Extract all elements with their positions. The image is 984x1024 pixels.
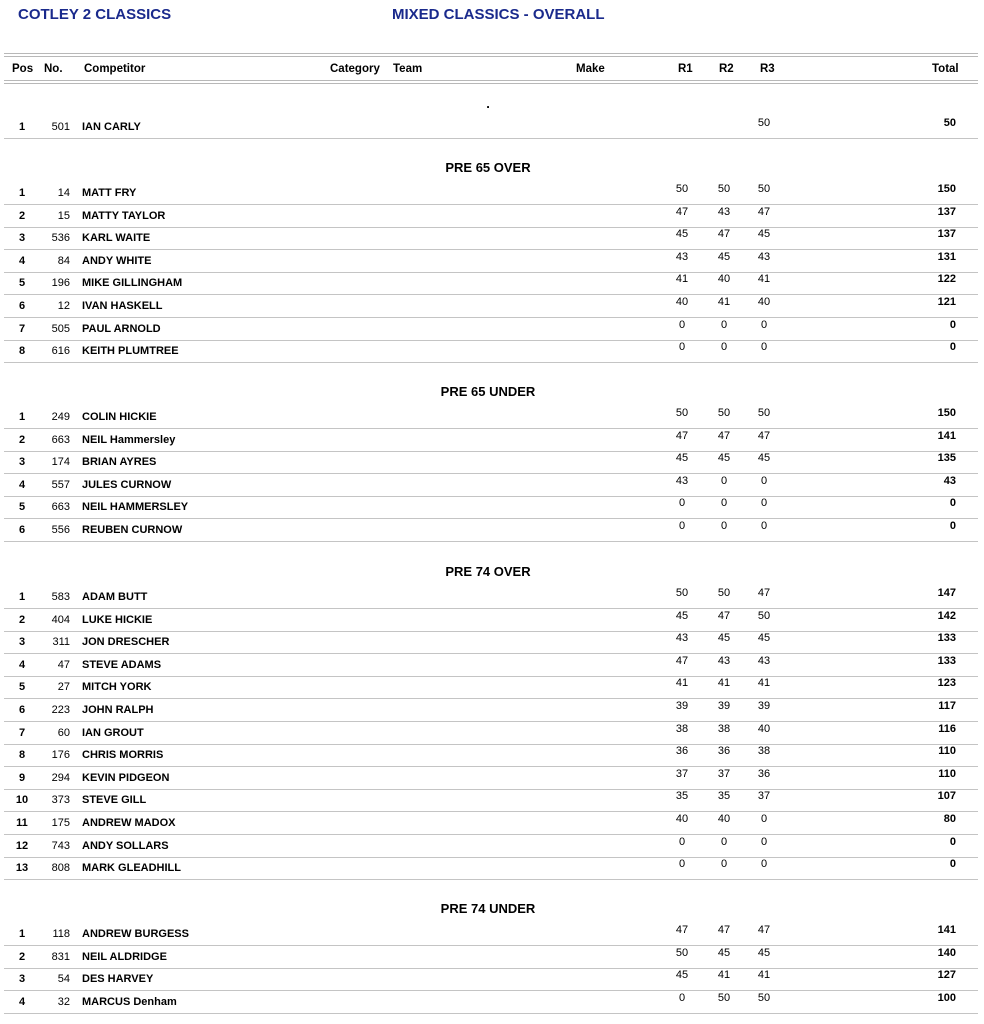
round-1-score: 35: [675, 790, 689, 803]
round-2-score: 40: [717, 813, 731, 825]
round-3-score: 43: [757, 654, 771, 667]
total-score: 147: [937, 587, 956, 599]
total-score: 0: [949, 341, 956, 354]
result-row: [0, 183, 984, 205]
position-cell: 9: [18, 771, 26, 784]
competitor-cell: KARL WAITE: [82, 232, 151, 245]
header-competitor: Competitor: [84, 63, 146, 75]
position-cell: 1: [18, 187, 26, 199]
position-cell: 4: [18, 478, 26, 491]
result-row: [0, 858, 984, 880]
number-cell: 373: [51, 794, 70, 807]
round-2-score: 41: [717, 969, 731, 982]
round-2-score: 41: [717, 296, 731, 308]
round-3-score: 45: [757, 946, 771, 959]
round-2-score: 45: [717, 946, 731, 959]
round-3-score: 50: [757, 183, 771, 195]
number-cell: 536: [51, 232, 70, 245]
result-row: [0, 520, 984, 542]
competitor-cell: JON DRESCHER: [82, 636, 170, 649]
number-cell: 808: [51, 862, 70, 875]
round-2-score: 50: [717, 183, 731, 195]
position-cell: 7: [18, 726, 26, 739]
competitor-cell: KEITH PLUMTREE: [82, 345, 179, 358]
round-1-score: 0: [678, 497, 686, 510]
number-cell: 54: [57, 973, 70, 986]
round-3-score: 50: [757, 407, 771, 419]
round-1-score: 41: [675, 677, 689, 690]
position-cell: 10: [15, 794, 29, 807]
competitor-cell: BRIAN AYRES: [82, 456, 157, 469]
section-title: PRE 65 UNDER: [440, 384, 536, 399]
round-3-score: 0: [760, 858, 768, 871]
round-1-score: 0: [678, 835, 686, 848]
total-score: 133: [937, 632, 956, 645]
header-rule-2: [4, 83, 978, 84]
round-1-score: 45: [675, 452, 689, 465]
position-cell: 4: [18, 658, 26, 671]
number-cell: 32: [57, 995, 70, 1008]
round-3-score: 43: [757, 250, 771, 263]
number-cell: 60: [57, 726, 70, 739]
result-row: [0, 497, 984, 519]
round-3-score: 45: [757, 632, 771, 645]
position-cell: 3: [18, 973, 26, 986]
result-row: [0, 790, 984, 812]
header-rule: [4, 80, 978, 81]
header-no: No.: [44, 63, 63, 75]
total-score: 135: [937, 452, 956, 465]
number-cell: 84: [57, 254, 70, 267]
position-cell: 5: [18, 501, 26, 514]
result-row: [0, 273, 984, 295]
round-2-score: 35: [717, 790, 731, 803]
number-cell: 174: [51, 456, 70, 469]
result-row: [0, 407, 984, 429]
number-cell: 12: [57, 300, 70, 312]
competitor-cell: ADAM BUTT: [82, 591, 148, 603]
round-1-score: 37: [675, 767, 689, 780]
round-1-score: 45: [675, 969, 689, 982]
result-row: [0, 836, 984, 858]
section-title: .: [486, 96, 490, 111]
round-2-score: 39: [717, 700, 731, 712]
competitor-cell: JOHN RALPH: [82, 704, 154, 716]
result-row: [0, 700, 984, 722]
total-score: 0: [949, 497, 956, 510]
round-1-score: 47: [675, 205, 689, 218]
round-2-score: 0: [720, 474, 728, 487]
total-score: 121: [937, 296, 956, 308]
round-1-score: 39: [675, 700, 689, 712]
round-2-score: 43: [717, 205, 731, 218]
round-1-score: 45: [675, 228, 689, 241]
competitor-cell: KEVIN PIDGEON: [82, 771, 170, 784]
round-3-score: 0: [760, 318, 768, 331]
section-title: PRE 74 UNDER: [440, 901, 536, 916]
total-score: 0: [949, 520, 956, 532]
round-2-score: 0: [720, 858, 728, 871]
number-cell: 118: [52, 928, 70, 940]
position-cell: 8: [18, 749, 26, 762]
result-row: [0, 632, 984, 654]
total-score: 80: [943, 813, 956, 825]
competitor-cell: STEVE GILL: [82, 794, 147, 807]
class-title: MIXED CLASSICS - OVERALL: [392, 6, 605, 23]
header-r2: R2: [719, 63, 734, 75]
competitor-cell: PAUL ARNOLD: [82, 322, 161, 335]
round-2-score: 50: [717, 407, 731, 419]
position-cell: 5: [18, 277, 26, 290]
competitor-cell: ANDREW MADOX: [82, 817, 176, 829]
position-cell: 7: [18, 322, 26, 335]
round-1-score: 0: [678, 520, 686, 532]
round-2-score: 50: [717, 991, 731, 1004]
total-score: 150: [937, 407, 956, 419]
number-cell: 743: [51, 839, 70, 852]
total-score: 150: [937, 183, 956, 195]
number-cell: 14: [57, 187, 70, 199]
round-1-score: 40: [675, 296, 689, 308]
competitor-cell: MARK GLEADHILL: [82, 862, 181, 875]
round-1-score: 0: [678, 991, 686, 1004]
position-cell: 1: [18, 411, 26, 423]
round-3-score: 41: [757, 969, 771, 982]
result-row: [0, 745, 984, 767]
total-score: 137: [937, 205, 956, 218]
position-cell: 8: [18, 345, 26, 358]
position-cell: 2: [18, 613, 26, 626]
position-cell: 11: [16, 817, 28, 829]
number-cell: 223: [51, 704, 70, 716]
competitor-cell: LUKE HICKIE: [82, 613, 153, 626]
round-1-score: 38: [675, 722, 689, 735]
row-divider: [4, 541, 978, 542]
round-2-score: 45: [717, 632, 731, 645]
round-2-score: 50: [717, 587, 731, 599]
number-cell: 47: [57, 658, 70, 671]
number-cell: 557: [51, 478, 70, 491]
total-score: 0: [949, 835, 956, 848]
competitor-cell: REUBEN CURNOW: [82, 524, 183, 536]
number-cell: 404: [51, 613, 70, 626]
total-score: 107: [937, 790, 956, 803]
number-cell: 15: [57, 209, 70, 222]
round-1-score: 0: [678, 858, 686, 871]
position-cell: 1: [18, 121, 26, 133]
total-score: 122: [937, 273, 956, 286]
position-cell: 13: [15, 862, 29, 875]
round-2-score: 41: [717, 677, 731, 690]
header-category: Category: [330, 63, 380, 75]
header-team: Team: [393, 63, 423, 75]
round-2-score: 45: [717, 250, 731, 263]
round-2-score: 0: [720, 520, 728, 532]
number-cell: 196: [51, 277, 70, 290]
round-1-score: 47: [675, 429, 689, 442]
number-cell: 176: [51, 749, 70, 762]
round-1-score: 0: [678, 318, 686, 331]
round-2-score: 47: [717, 924, 731, 936]
number-cell: 616: [51, 345, 70, 358]
position-cell: 3: [18, 456, 26, 469]
number-cell: 583: [51, 591, 70, 603]
round-3-score: 47: [757, 587, 771, 599]
round-3-score: 50: [757, 609, 771, 622]
round-1-score: 47: [675, 654, 689, 667]
round-3-score: 0: [760, 835, 768, 848]
result-row: [0, 768, 984, 790]
round-2-score: 0: [720, 341, 728, 354]
number-cell: 249: [51, 411, 70, 423]
round-3-score: 41: [757, 273, 771, 286]
round-2-score: 47: [717, 609, 731, 622]
result-row: [0, 206, 984, 228]
round-1-score: 43: [675, 632, 689, 645]
round-2-score: 0: [720, 318, 728, 331]
number-cell: 501: [51, 121, 70, 133]
round-3-score: 40: [757, 296, 771, 308]
round-3-score: 50: [757, 117, 771, 129]
position-cell: 2: [18, 209, 26, 222]
total-score: 137: [937, 228, 956, 241]
round-2-score: 38: [717, 722, 731, 735]
round-1-score: 0: [678, 341, 686, 354]
competitor-cell: DES HARVEY: [82, 973, 154, 986]
total-score: 123: [937, 677, 956, 690]
position-cell: 5: [18, 681, 26, 694]
result-row: [0, 251, 984, 273]
total-score: 110: [938, 745, 956, 758]
total-score: 140: [937, 946, 956, 959]
result-row: [0, 587, 984, 609]
round-1-score: 40: [675, 813, 689, 825]
round-3-score: 0: [760, 520, 768, 532]
round-2-score: 36: [717, 745, 731, 758]
total-score: 50: [943, 117, 956, 129]
round-3-score: 45: [757, 228, 771, 241]
round-3-score: 0: [760, 474, 768, 487]
competitor-cell: NEIL Hammersley: [82, 433, 176, 446]
result-row: [0, 610, 984, 632]
header-r1: R1: [678, 63, 693, 75]
round-1-score: 45: [675, 609, 689, 622]
round-1-score: 43: [675, 474, 689, 487]
number-cell: 663: [51, 501, 70, 514]
round-3-score: 39: [757, 700, 771, 712]
competitor-cell: JULES CURNOW: [82, 478, 172, 491]
competitor-cell: IAN GROUT: [82, 726, 144, 739]
competitor-cell: MITCH YORK: [82, 681, 152, 694]
round-2-score: 37: [717, 767, 731, 780]
round-2-score: 0: [720, 497, 728, 510]
total-score: 0: [949, 318, 956, 331]
competitor-cell: MATTY TAYLOR: [82, 209, 166, 222]
position-cell: 12: [15, 839, 29, 852]
round-1-score: 50: [675, 183, 689, 195]
total-score: 142: [937, 609, 956, 622]
total-score: 116: [938, 722, 956, 735]
header-r3: R3: [760, 63, 775, 75]
position-cell: 4: [18, 995, 26, 1008]
section-title: PRE 65 OVER: [445, 160, 531, 175]
position-cell: 6: [18, 300, 26, 312]
competitor-cell: MIKE GILLINGHAM: [82, 277, 183, 290]
round-2-score: 47: [717, 228, 731, 241]
result-row: [0, 969, 984, 991]
result-row: [0, 319, 984, 341]
round-3-score: 40: [757, 722, 771, 735]
round-1-score: 43: [675, 250, 689, 263]
position-cell: 1: [18, 928, 26, 940]
round-3-score: 0: [760, 341, 768, 354]
round-3-score: 38: [757, 745, 771, 758]
top-rule-2: [4, 56, 978, 57]
row-divider: [4, 1013, 978, 1014]
result-row: [0, 655, 984, 677]
total-score: 43: [943, 474, 956, 487]
header-total: Total: [932, 63, 959, 75]
number-cell: 663: [51, 433, 70, 446]
round-3-score: 37: [757, 790, 771, 803]
result-row: [0, 947, 984, 969]
round-3-score: 0: [760, 813, 768, 825]
competitor-cell: MARCUS Denham: [82, 995, 177, 1008]
result-row: [0, 813, 984, 835]
number-cell: 505: [51, 322, 70, 335]
round-2-score: 47: [717, 429, 731, 442]
competitor-cell: IAN CARLY: [82, 121, 141, 133]
round-3-score: 50: [757, 991, 771, 1004]
round-3-score: 45: [757, 452, 771, 465]
total-score: 0: [949, 858, 956, 871]
top-rule: [4, 53, 978, 54]
number-cell: 175: [51, 817, 70, 829]
round-2-score: 43: [717, 654, 731, 667]
position-cell: 2: [18, 950, 26, 963]
total-score: 100: [937, 991, 956, 1004]
competitor-cell: CHRIS MORRIS: [82, 749, 164, 762]
competitor-cell: IVAN HASKELL: [82, 300, 163, 312]
round-3-score: 47: [757, 924, 771, 936]
total-score: 133: [937, 654, 956, 667]
total-score: 141: [937, 924, 956, 936]
round-3-score: 47: [757, 205, 771, 218]
header-pos: Pos: [12, 63, 34, 75]
round-1-score: 50: [675, 587, 689, 599]
competitor-cell: ANDREW BURGESS: [82, 928, 189, 940]
competitor-cell: COLIN HICKIE: [82, 411, 157, 423]
position-cell: 1: [18, 591, 26, 603]
round-1-score: 41: [675, 273, 689, 286]
round-2-score: 40: [717, 273, 731, 286]
total-score: 117: [938, 700, 956, 712]
row-divider: [4, 879, 978, 880]
position-cell: 4: [18, 254, 26, 267]
total-score: 141: [937, 429, 956, 442]
event-title: COTLEY 2 CLASSICS: [18, 6, 172, 23]
result-row: [0, 452, 984, 474]
result-row: [0, 430, 984, 452]
round-3-score: 0: [760, 497, 768, 510]
round-3-score: 36: [757, 767, 771, 780]
round-2-score: 45: [717, 452, 731, 465]
result-row: [0, 723, 984, 745]
number-cell: 294: [51, 771, 70, 784]
round-1-score: 50: [675, 946, 689, 959]
result-row: [0, 341, 984, 363]
competitor-cell: ANDY SOLLARS: [82, 839, 169, 852]
position-cell: 3: [18, 636, 26, 649]
number-cell: 27: [57, 681, 70, 694]
header-make: Make: [576, 63, 605, 75]
number-cell: 831: [51, 950, 70, 963]
number-cell: 556: [51, 524, 70, 536]
total-score: 127: [937, 969, 956, 982]
round-3-score: 41: [757, 677, 771, 690]
total-score: 131: [937, 250, 956, 263]
result-row: [0, 296, 984, 318]
position-cell: 6: [18, 524, 26, 536]
number-cell: 311: [52, 636, 70, 649]
result-row: [0, 677, 984, 699]
position-cell: 3: [18, 232, 26, 245]
round-1-score: 36: [675, 745, 689, 758]
competitor-cell: STEVE ADAMS: [82, 658, 162, 671]
row-divider: [4, 362, 978, 363]
section-title: PRE 74 OVER: [445, 564, 531, 579]
result-row: [0, 924, 984, 946]
result-row: [0, 228, 984, 250]
position-cell: 2: [18, 433, 26, 446]
result-row: [0, 117, 984, 139]
row-divider: [4, 138, 978, 139]
result-row: [0, 475, 984, 497]
competitor-cell: NEIL ALDRIDGE: [82, 950, 167, 963]
position-cell: 6: [18, 704, 26, 716]
result-row: [0, 992, 984, 1014]
competitor-cell: NEIL HAMMERSLEY: [82, 501, 189, 514]
round-3-score: 47: [757, 429, 771, 442]
round-1-score: 50: [675, 407, 689, 419]
round-2-score: 0: [720, 835, 728, 848]
competitor-cell: ANDY WHITE: [82, 254, 152, 267]
total-score: 110: [938, 767, 956, 780]
competitor-cell: MATT FRY: [82, 187, 137, 199]
round-1-score: 47: [675, 924, 689, 936]
